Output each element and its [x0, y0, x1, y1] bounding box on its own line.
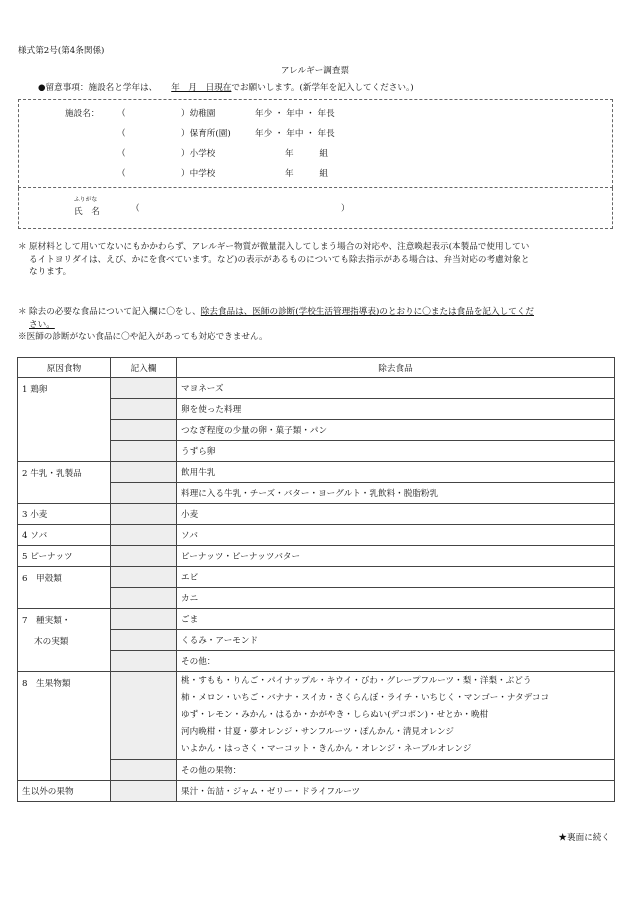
category-processed-fruits: 生以外の果物: [18, 781, 111, 802]
entry-cell[interactable]: [111, 420, 177, 441]
entry-cell[interactable]: [111, 546, 177, 567]
facility-type-nursery[interactable]: ）保育所(園): [181, 129, 231, 139]
allergy-table: [17, 357, 615, 802]
entry-cell[interactable]: [111, 609, 177, 630]
page-title: アレルギー調査票: [280, 66, 350, 76]
food-item[interactable]: その他の果物：: [177, 760, 615, 781]
facility-paren-junior-high: （: [117, 169, 126, 179]
food-item: 果汁・缶詰・ジャム・ゼリー・ドライフルーツ: [177, 781, 615, 802]
category-wheat: 3 小麦: [18, 504, 111, 525]
entry-cell[interactable]: [111, 760, 177, 781]
category-seeds-nuts: [18, 609, 111, 672]
note-mark: ＊: [18, 307, 27, 317]
facility-paren-kindergarten: （: [117, 109, 126, 119]
food-item: つなぎ程度の少量の卵・菓子類・パン: [177, 420, 615, 441]
food-item[interactable]: その他：: [177, 651, 615, 672]
table-header: [18, 358, 615, 378]
table-row: [18, 546, 615, 567]
name-paren-open: （: [131, 204, 140, 214]
note-line: るイトヨリダイは、えび、かにを食べています。など)の表示があるものについても除去指示がある場合は、弁当対応の考慮対象と: [29, 254, 530, 265]
table-row: [18, 672, 615, 760]
entry-cell[interactable]: [111, 588, 177, 609]
food-item: エビ: [177, 567, 615, 588]
name-input[interactable]: [195, 200, 343, 216]
category-line: 7 種実類・: [22, 616, 71, 626]
category-egg: 1 鶏卵: [18, 378, 111, 462]
note-text-underlined: 除去食品は、医師の診断(学校生活管理指導表)のとおりに〇または食品を記入してくだ: [200, 307, 534, 317]
entry-cell[interactable]: [111, 525, 177, 546]
notice-date: 年 月 日現在: [171, 83, 232, 93]
table-row: [18, 525, 615, 546]
facility-paren-elementary: （: [117, 149, 126, 159]
entry-cell[interactable]: [111, 441, 177, 462]
entry-cell[interactable]: [111, 781, 177, 802]
facility-grades-nursery[interactable]: 年少 ・ 年中 ・ 年長: [255, 129, 335, 139]
notice-line: [38, 81, 414, 93]
facility-label: 施設名：: [65, 109, 100, 119]
food-item: 小麦: [177, 504, 615, 525]
food-item: ごま: [177, 609, 615, 630]
header-removal-food: 除去食品: [177, 358, 615, 378]
fruit-line: 柿・メロン・いちご・バナナ・スイカ・さくらんぼ・ライチ・いちじく・マンゴー・ナタデココ: [181, 693, 550, 703]
header-cause-food: 原因食物: [18, 358, 111, 378]
entry-cell[interactable]: [111, 399, 177, 420]
entry-cell[interactable]: [111, 483, 177, 504]
table-row: [18, 609, 615, 630]
form-number: 様式第2号(第4条関係): [18, 46, 105, 56]
note-contamination: [18, 241, 618, 279]
header-entry: 記入欄: [111, 358, 177, 378]
table-row: [18, 504, 615, 525]
food-item: 卵を使った料理: [177, 399, 615, 420]
food-item: うずら卵: [177, 441, 615, 462]
food-item: マヨネーズ: [177, 378, 615, 399]
table-row: [18, 462, 615, 483]
category-peanuts: 5 ピーナッツ: [18, 546, 111, 567]
note-text: 除去の必要な食品について記入欄に〇をし、: [29, 307, 201, 317]
name-paren-close: ）: [341, 204, 350, 214]
entry-cell[interactable]: [111, 567, 177, 588]
facility-grades-kindergarten[interactable]: 年少 ・ 年中 ・ 年長: [255, 109, 335, 119]
fruit-line: ゆず・レモン・みかん・はるか・かがやき・しらぬい(デコポン)・せとか・晩柑: [181, 710, 489, 720]
name-box: [18, 188, 613, 229]
note-line: 原材料として用いてないにもかかわらず、アレルギー物質が微量混入してしまう場合の対応や、注意喚起表示(本製品で使用してい: [29, 242, 530, 252]
table-row: [18, 567, 615, 588]
entry-cell[interactable]: [111, 504, 177, 525]
facility-paren-nursery: （: [117, 129, 126, 139]
food-item: ソバ: [177, 525, 615, 546]
continue-note: ★裏面に続く: [558, 833, 610, 843]
facility-type-kindergarten[interactable]: ）幼稚園: [181, 109, 216, 119]
entry-cell[interactable]: [111, 672, 177, 760]
table-row: [18, 781, 615, 802]
category-milk: 2 牛乳・乳製品: [18, 462, 111, 504]
notice-label: 留意事項：施設名と学年は、: [45, 83, 158, 93]
food-item: カニ: [177, 588, 615, 609]
facility-grades-junior-high[interactable]: 年 組: [285, 169, 328, 179]
food-item: くるみ・アーモンド: [177, 630, 615, 651]
note-text-underlined: さい。: [29, 319, 55, 330]
furigana-label: ふりがな: [74, 197, 98, 203]
entry-cell[interactable]: [111, 378, 177, 399]
facility-grades-elementary[interactable]: 年 組: [285, 149, 328, 159]
entry-cell[interactable]: [111, 630, 177, 651]
category-soba: 4 ソバ: [18, 525, 111, 546]
fruit-line: 河内晩柑・甘夏・夢オレンジ・サンフルーツ・ぽんかん・清見オレンジ: [181, 727, 455, 737]
table-row: [18, 378, 615, 399]
entry-cell[interactable]: [111, 651, 177, 672]
notice-bullet: ●: [38, 83, 46, 93]
note-line: なります。: [29, 267, 72, 277]
facility-box: [18, 99, 613, 188]
facility-type-junior-high[interactable]: ）中学校: [181, 169, 216, 179]
facility-type-elementary[interactable]: ）小学校: [181, 149, 216, 159]
note-doctor: ※医師の診断がない食品に〇や記入があっても対応できません。: [18, 332, 268, 342]
fruit-line: いよかん・はっさく・マーコット・きんかん・オレンジ・ネーブルオレンジ: [181, 744, 472, 754]
category-fresh-fruits: 8 生果物類: [18, 672, 111, 781]
fruit-list: [177, 672, 615, 760]
category-crustaceans: 6 甲殻類: [18, 567, 111, 609]
notice-rest: でお願いします。(新学年を記入してください。): [231, 83, 414, 93]
entry-cell[interactable]: [111, 462, 177, 483]
food-item: ピーナッツ・ピーナッツバター: [177, 546, 615, 567]
category-line: 木の実類: [34, 637, 69, 647]
food-item: 飲用牛乳: [177, 462, 615, 483]
note-mark: ＊: [18, 242, 27, 252]
food-item: 料理に入る牛乳・チーズ・バター・ヨーグルト・乳飲料・脱脂粉乳: [177, 483, 615, 504]
fruit-line: 桃・すもも・りんご・パイナップル・キウイ・びわ・グレープフルーツ・梨・洋梨・ぶどう: [181, 676, 532, 686]
name-label: 氏 名: [74, 207, 100, 217]
note-removal: [18, 306, 618, 344]
